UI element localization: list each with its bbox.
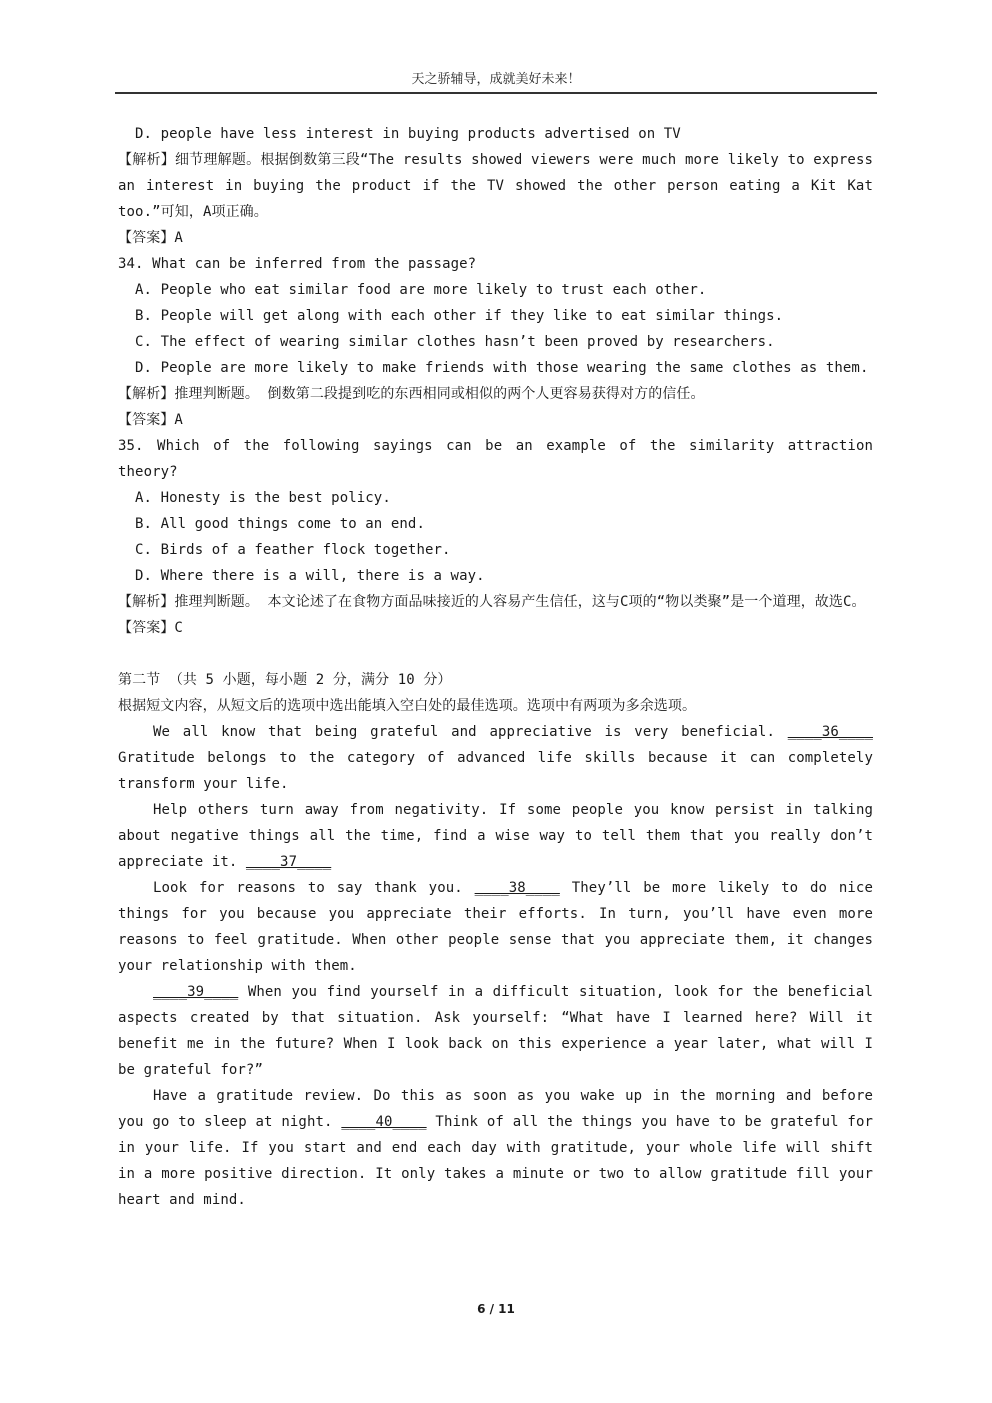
document-body — [118, 121, 873, 1213]
passage-paragraph-5 — [118, 1083, 873, 1213]
q34-option-c: C. The effect of wearing similar clothes hasn’t been proved by researchers. — [135, 334, 775, 350]
passage-paragraph-4 — [118, 979, 873, 1083]
q34-option-d: D. People are more likely to make friends with those wearing the same clothes as them. — [135, 360, 869, 376]
q34-answer: 【答案】A — [118, 412, 183, 428]
blank-36: ____36____ — [787, 724, 873, 740]
section-spacer — [118, 641, 873, 667]
q35-question: 35. Which of the following sayings can be an example of the similarity attraction theory? — [118, 438, 873, 480]
page-header: 天之骄辅导，成就美好未来！ — [411, 72, 581, 87]
q34-option-b: B. People will get along with each other if they like to eat similar things. — [135, 308, 784, 324]
passage-paragraph-2 — [118, 797, 873, 875]
blank-40: ____40____ — [341, 1114, 427, 1130]
q34-question: 34. What can be inferred from the passage? — [118, 256, 477, 272]
q35-answer: 【答案】C — [118, 620, 183, 636]
blank-37: ____37____ — [245, 854, 332, 870]
q35-analysis: 【解析】推理判断题。 本文论述了在食物方面品味接近的人容易产生信任，这与C项的“物以类聚”是一个道理，故选C。 — [118, 594, 866, 610]
passage-text: Have a gratitude review. Do this as soon as you wake up in the morning and before you go to sleep at night. — [118, 1088, 873, 1130]
q35-option-a: A. Honesty is the best policy. — [135, 490, 391, 506]
q35-option-d: D. Where there is a will, there is a way. — [135, 568, 485, 584]
q34-analysis: 【解析】推理判断题。 倒数第二段提到吃的东西相同或相似的两个人更容易获得对方的信任。 — [118, 386, 705, 402]
passage-text: Help others turn away from negativity. If some people you know persist in talking about negative things all the time, find a wise way to tell them that you really don’t appreciate it. — [118, 802, 873, 870]
section2-title: 第二节 （共 5 小题，每小题 2 分，满分 10 分） — [118, 672, 452, 688]
blank-38: ____38____ — [474, 880, 560, 896]
q35-option-c: C. Birds of a feather flock together. — [135, 542, 451, 558]
section2-instructions: 根据短文内容，从短文后的选项中选出能填入空白处的最佳选项。选项中有两项为多余选项。 — [118, 698, 697, 714]
passage-text: Gratitude belongs to the category of advanced life skills because it can completely transform your life. — [118, 750, 873, 792]
passage-text: They’ll be more likely to do nice things for you because you appreciate their efforts. In turn, you’ll have even more reasons to feel gratitude. When other people sense that you appreciate them, it changes your relationship with them. — [118, 880, 873, 974]
passage-text: Look for reasons to say thank you. — [153, 880, 475, 896]
passage-text: When you find yourself in a difficult situation, look for the beneficial aspects created by that situation. Ask yourself: “What have I learned here? Will it benefit me in the future? When I look back on this experience a year later, what will I be grateful for?” — [118, 984, 873, 1078]
passage-text: Think of all the things you have to be grateful for in your life. If you start and end each day with gratitude, your whole life will shift in a more positive direction. It only takes a minute or two to allow gratitude fill your heart and mind. — [118, 1114, 873, 1208]
q33-option-d: D. people have less interest in buying products advertised on TV — [135, 126, 681, 142]
page-number: 6 / 11 — [477, 1302, 515, 1316]
q33-analysis: 【解析】细节理解题。根据倒数第三段“The results showed viewers were much more likely to express an interest in buying the product if the TV showed the other person eating a Kit Kat too.”可知，A项正确。 — [118, 152, 873, 220]
q33-answer: 【答案】A — [118, 230, 183, 246]
header-divider — [115, 92, 877, 94]
passage-text: We all know that being grateful and appreciative is very beneficial. — [153, 724, 788, 740]
passage-paragraph-1 — [118, 719, 873, 797]
blank-39: ____39____ — [153, 984, 239, 1000]
passage-paragraph-3 — [118, 875, 873, 979]
q35-option-b: B. All good things come to an end. — [135, 516, 425, 532]
q34-option-a: A. People who eat similar food are more likely to trust each other. — [135, 282, 707, 298]
